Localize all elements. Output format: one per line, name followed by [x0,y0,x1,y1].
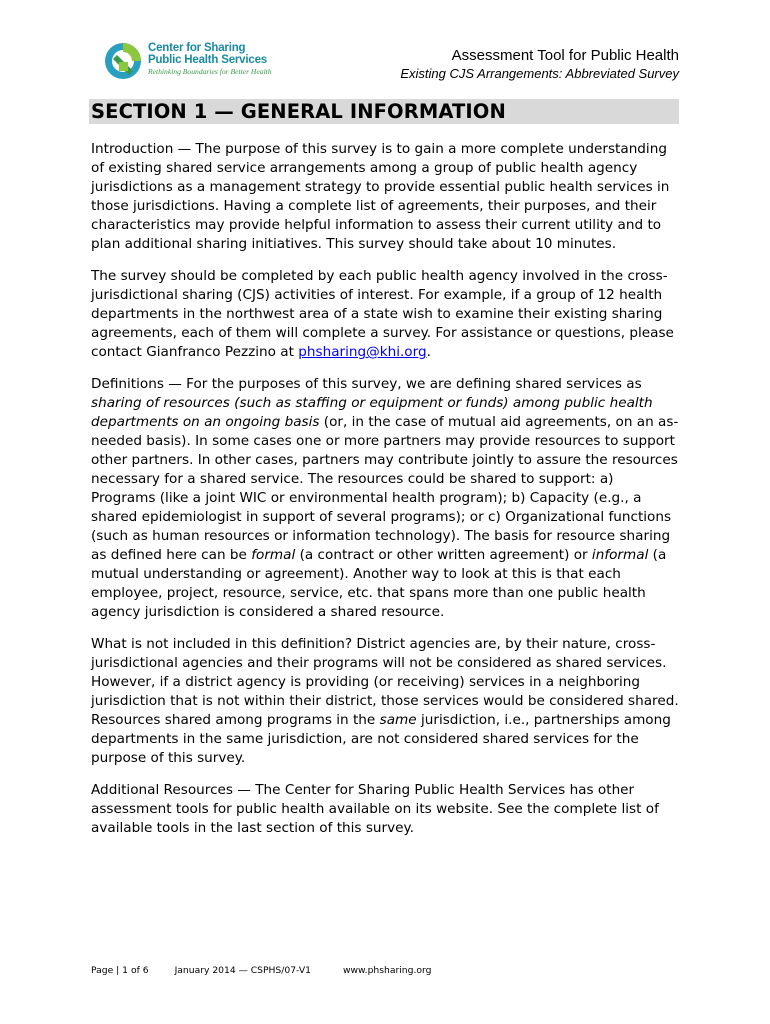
page-footer [91,965,431,976]
formal-emphasis: formal [251,547,296,563]
page-number: Page | 1 of 6 [91,965,149,976]
document-header [400,46,679,82]
definitions-emphasis: sharing of resources (such as staffing or equipment or funds) among public health departments on an ongoing basis [91,395,653,430]
footer-website: www.phsharing.org [342,965,432,976]
exclusions-text: What is not included in this definition? District agencies are, by their nature, cross-jurisdictional agencies and their programs will not be considered as shared services. However, if a district agency is providing (or receiving) services in a neighboring jurisdiction that is not within their district, those services would be considered shared. Resources shared among programs in the [91,636,679,728]
same-emphasis: same [379,712,417,728]
definitions-text-cont2: (a contract or other written agreement) or [295,547,592,563]
section-heading-bar [89,99,682,124]
contact-email-link[interactable]: phsharing@khi.org [298,344,427,360]
definitions-paragraph [91,375,681,622]
logo-name-line2: Public Health Services [148,54,267,66]
header-title: Assessment Tool for Public Health [451,47,679,64]
definitions-text-end: (a mutual understanding or agreement). Another way to look at this is that each employee, project, resource, service, etc. that spans more than one public health agency jurisdiction is considered a shared resource. [91,547,667,620]
header-subtitle: Existing CJS Arrangements: Abbreviated Survey [400,66,679,81]
logo-mark-icon [103,41,143,81]
logo-tagline: Rethinking Boundaries for Better Health [148,67,272,76]
organization-logo [103,41,283,81]
introduction-paragraph [91,140,681,254]
logo-name-line1: Center for Sharing [148,42,246,54]
footer-date-code: January 2014 — CSPHS/07-V1 [174,965,311,976]
introduction-text: Introduction — The purpose of this survey is to gain a more complete understanding of existing shared service arrangements among a group of public health agency jurisdictions as a management strategy to provide essential public health services in those jurisdictions. Having a complete list of agreements, their purposes, and their characteristics may provide helpful information to assess their current utility and to plan additional sharing initiatives. This survey should take about 10 minutes. [91,141,670,252]
additional-resources-text: Additional Resources — The Center for Sharing Public Health Services has other assessment tools for public health available on its website. See the complete list of available tools in the last section of this survey. [91,782,659,836]
informal-emphasis: informal [591,547,649,563]
definitions-text: Definitions — For the purposes of this survey, we are defining shared services as [91,376,642,392]
additional-resources-paragraph [91,781,681,838]
exclusions-text-end: jurisdiction, i.e., partnerships among departments in the same jurisdiction, are not considered shared services for the purpose of this survey. [91,712,671,766]
definitions-text-cont: (or, in the case of mutual aid agreements, on an as-needed basis). In some cases one or more partners may provide resources to support other partners. In other cases, partners may contribute jointly to assure the resources necessary for a shared service. The resources could be shared to support: a) Programs (like a joint WIC or environmental health program); b) Capacity (e.g., a shared epidemiologist in support of several programs); or c) Organizational functions (such as human resources or information technology). The basis for resource sharing as defined here can be [91,414,679,563]
section-title: SECTION 1 — GENERAL INFORMATION [91,100,506,123]
document-body [91,140,681,851]
survey-instructions-text: The survey should be completed by each public health agency involved in the cross-jurisdictional sharing (CJS) activities of interest. For example, if a group of 12 health departments in the northwest area of a state wish to examine their existing sharing agreements, each of them will complete a survey. For assistance or questions, please contact Gianfranco Pezzino at [91,268,674,360]
survey-instructions-end: . [426,344,431,360]
exclusions-paragraph [91,635,681,768]
survey-instructions-paragraph [91,267,681,362]
